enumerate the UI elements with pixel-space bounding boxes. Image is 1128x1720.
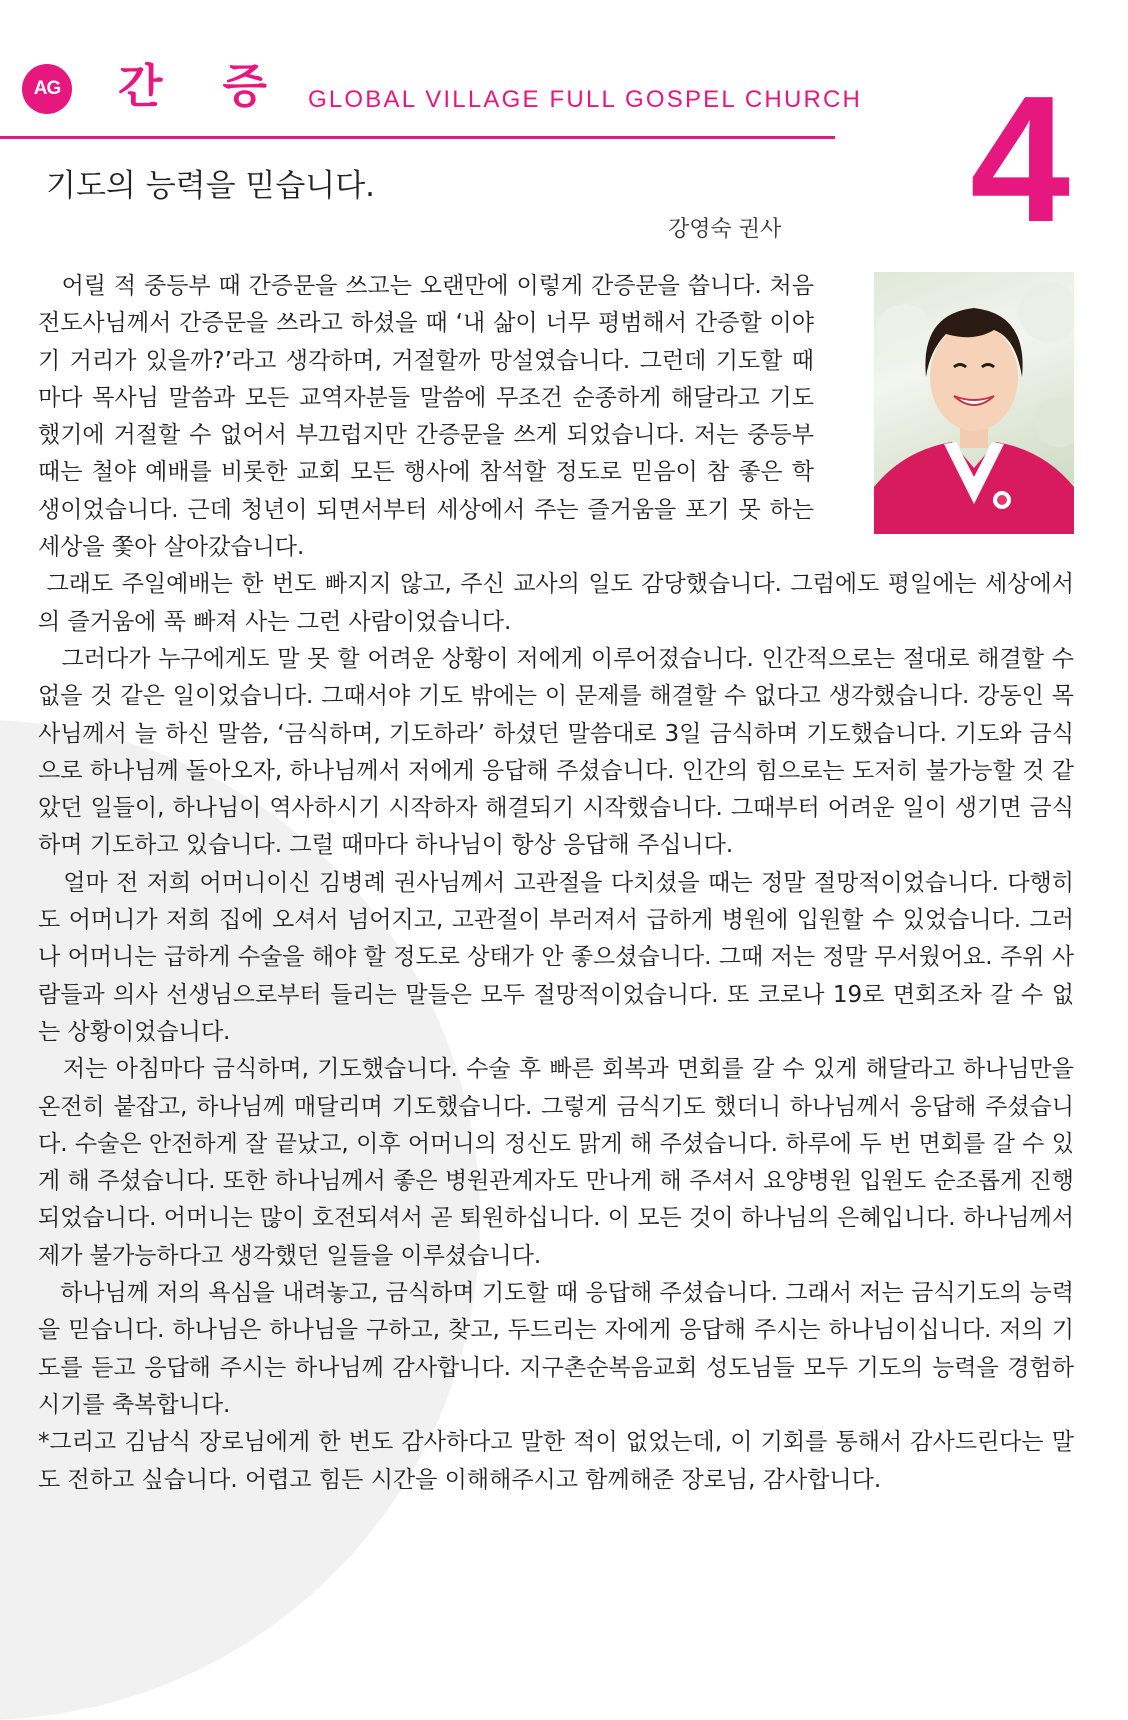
paragraph-2: 그래도 주일예배는 한 번도 빠지지 않고, 주신 교사의 일도 감당했습니다. 그럼에도 평일에는 세상에서의 즐거움에 푹 빠져 사는 그런 사람이었습니다. (38, 571, 1074, 635)
header-divider (0, 136, 835, 139)
paragraph-1: 어릴 적 중등부 때 간증문을 쓰고는 오랜만에 이렇게 간증문을 씁니다. 처음 전도사님께서 간증문을 쓰라고 하셨을 때 ‘내 삶이 너무 평범해서 간증할 이야기 거리가 있을까?’라고 생각하며, 거절할까 망설였습니다. 그런데 기도할 때마다 목사님 말씀과 모든 교역자분들 말씀에 무조건 순종하게 해달라고 기도했기에 거절할 수 없어서 부끄럽지만 간증문을 쓰게 되었습니다. 저는 중등부 때는 철야 예배를 비롯한 교회 모든 행사에 참석할 정도로 믿음이 참 좋은 학생이었습니다. 근데 청년이 되면서부터 세상에서 주는 즐거움을 포기 못 하는 세상을 쫓아 살아갔습니다. (38, 273, 814, 561)
paragraph-5: 저는 아침마다 금식하며, 기도했습니다. 수술 후 빠른 회복과 면회를 갈 수 있게 해달라고 하나님만을 온전히 붙잡고, 하나님께 매달리며 기도했습니다. 그렇게 금식기도 했더니 하나님께서 응답해 주셨습니다. 수술은 안전하게 잘 끝났고, 이후 어머니의 정신도 맑게 해 주셨습니다. 하루에 두 번 면회를 갈 수 있게 해 주셨습니다. 또한 하나님께서 좋은 병원관계자도 만나게 해 주셔서 요양병원 입원도 순조롭게 진행되었습니다. 어머니는 많이 호전되셔서 곧 퇴원하십니다. 이 모든 것이 하나님의 은혜입니다. 하나님께서 제가 불가능하다고 생각했던 일들을 이루셨습니다. (38, 1056, 1074, 1269)
article-title: 기도의 능력을 믿습니다. (46, 168, 376, 204)
paragraph-7: *그리고 김남식 장로님에게 한 번도 감사하다고 말한 적이 없었는데, 이 기회를 통해서 감사드린다는 말도 전하고 싶습니다. 어렵고 힘든 시간을 이해해주시고 함께해준 장로님, 감사합니다. (38, 1429, 1074, 1493)
article-body (38, 268, 1074, 1499)
church-name: GLOBAL VILLAGE FULL GOSPEL CHURCH (308, 86, 863, 113)
intro-block (38, 268, 1074, 566)
page-number: 4 (970, 59, 1071, 260)
section-title: 간 증 (118, 59, 289, 113)
paragraph-6: 하나님께 저의 욕심을 내려놓고, 금식하며 기도할 때 응답해 주셨습니다. 그래서 저는 금식기도의 능력을 믿습니다. 하나님은 하나님을 구하고, 찾고, 두드리는 자에게 응답해 주시는 하나님이십니다. 저의 기도를 듣고 응답해 주시는 하나님께 감사합니다. 지구촌순복음교회 성도님들 모두 기도의 능력을 경험하시기를 축복합니다. (38, 1280, 1074, 1418)
paragraph-4: 얼마 전 저희 어머니이신 김병례 권사님께서 고관절을 다치셨을 때는 정말 절망적이었습니다. 다행히도 어머니가 저희 집에 오셔서 넘어지고, 고관절이 부러져서 급하게 병원에 입원할 수 있었습니다. 그러나 어머니는 급하게 수술을 해야 할 정도로 상태가 안 좋으셨습니다. 그때 저는 정말 무서웠어요. 주위 사람들과 의사 선생님으로부터 들리는 말들은 모두 절망적이었습니다. 또 코로나 19로 면회조차 갈 수 없는 상황이었습니다. (38, 869, 1074, 1045)
paragraph-3: 그러다가 누구에게도 말 못 할 어려운 상황이 저에게 이루어졌습니다. 인간적으로는 절대로 해결할 수 없을 것 같은 일이었습니다. 그때서야 기도 밖에는 이 문제를 해결할 수 없다고 생각했습니다. 강동인 목사님께서 늘 하신 말씀, ‘금식하며, 기도하라’ 하셨던 말씀대로 3일 금식하며 기도했습니다. 기도와 금식으로 하나님께 돌아오자, 하나님께서 저에게 응답해 주셨습니다. 인간의 힘으로는 도저히 불가능할 것 같았던 일들이, 하나님이 역사하시기 시작하자 해결되기 시작했습니다. 그때부터 어려운 일이 생기면 금식하며 기도하고 있습니다. 그럴 때마다 하나님이 항상 응답해 주십니다. (38, 645, 1074, 859)
article-author: 강영숙 권사 (668, 217, 782, 242)
church-logo: AG (22, 64, 72, 114)
